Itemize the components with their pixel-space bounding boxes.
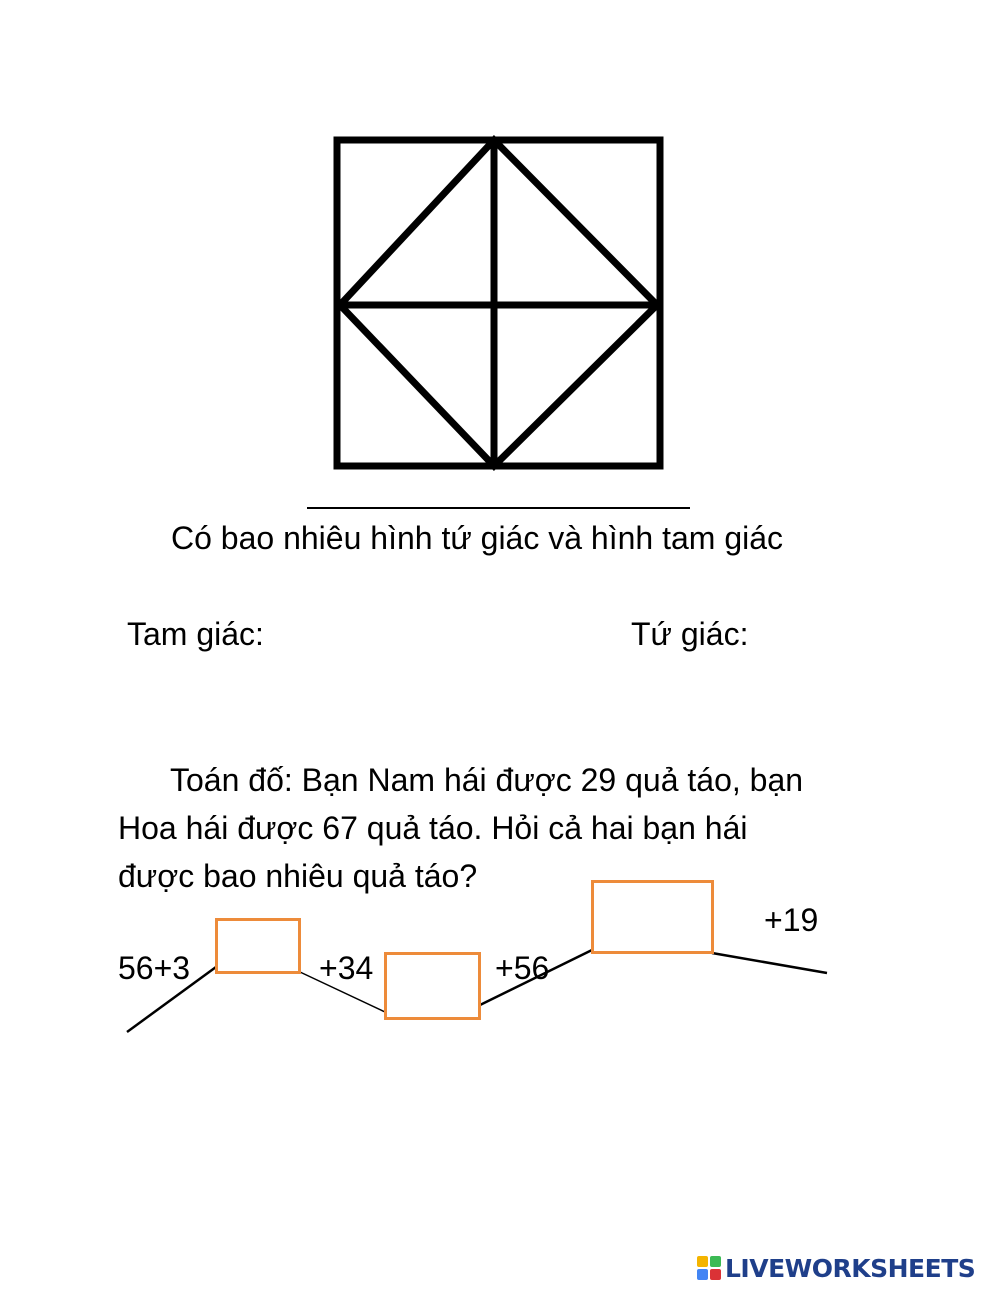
quadrilateral-count-label: Tứ giác:: [631, 616, 749, 652]
triangle-count-label: Tam giác:: [127, 616, 264, 652]
question-text: Có bao nhiêu hình tứ giác và hình tam giác: [171, 520, 784, 556]
answer-box-2[interactable]: [384, 952, 481, 1020]
answer-box-3[interactable]: [591, 880, 714, 954]
word-problem-line-2: Hoa hái được 67 quả táo. Hỏi cả hai bạn hái: [118, 810, 748, 846]
word-problem-line-3: được bao nhiêu quả táo?: [118, 858, 478, 894]
answer-box-1[interactable]: [215, 918, 301, 974]
chain-line-4: [712, 953, 827, 973]
chain-step-2-label: +56: [495, 950, 550, 986]
liveworksheets-logo-icon: [697, 1256, 721, 1280]
brand-name: LIVEWORKSHEETS: [725, 1253, 976, 1283]
chain-start-label: 56+3: [118, 950, 191, 986]
chain-step-1-label: +34: [319, 950, 374, 986]
word-problem-line-1: Toán đố: Bạn Nam hái được 29 quả táo, bạn: [170, 762, 804, 798]
chain-step-3-label: +19: [764, 902, 819, 938]
liveworksheets-brand: [697, 1253, 975, 1283]
word-problem: [118, 756, 898, 900]
